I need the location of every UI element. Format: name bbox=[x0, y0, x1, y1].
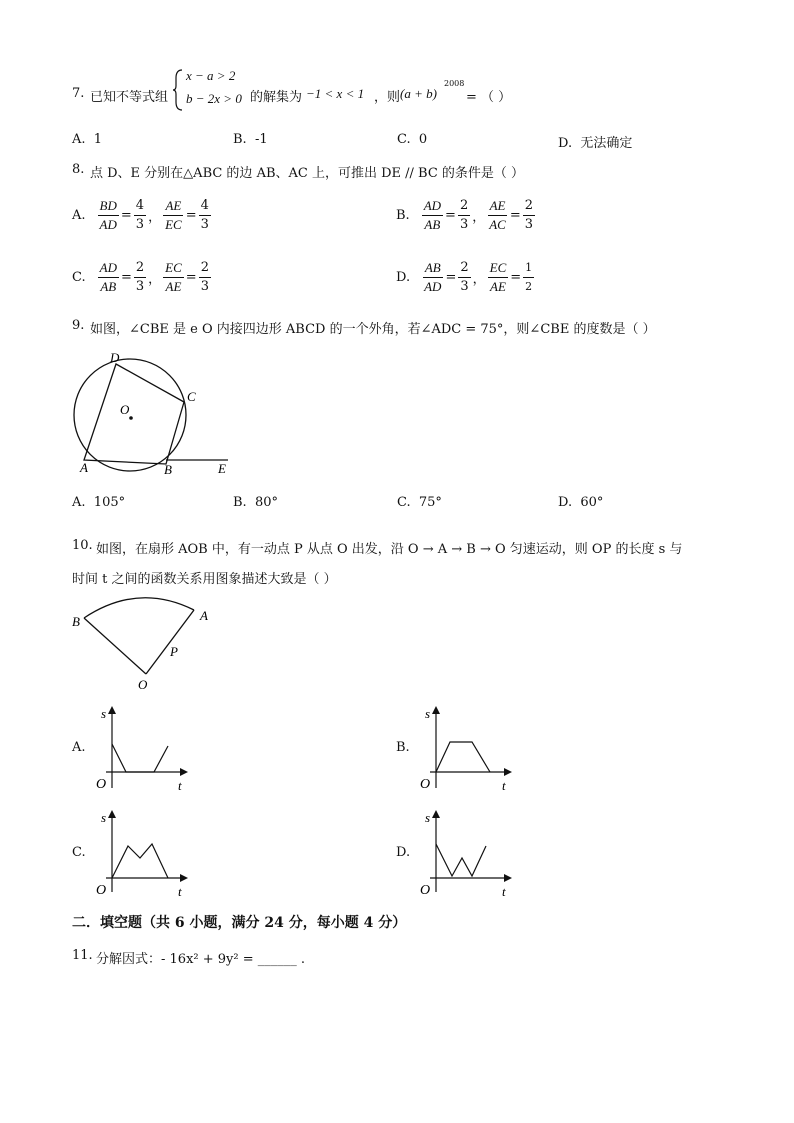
q9-label-b: B bbox=[164, 462, 172, 477]
q10-radius-ob bbox=[84, 618, 146, 674]
q9-option-a[interactable]: A. 105° bbox=[72, 495, 126, 510]
svg-text:s: s bbox=[425, 706, 431, 721]
q9-stem: 如图，∠CBE 是 e O 内接四边形 ABCD 的一个外角，若∠ADC = 75°，则∠CBE 的度数是（ ） bbox=[90, 322, 656, 337]
svg-text:s: s bbox=[101, 706, 107, 721]
q10-option-a-label[interactable]: A. bbox=[72, 740, 86, 755]
q10-sector-figure bbox=[66, 592, 226, 692]
q10-stem-line2: 时间 t 之间的函数关系用图象描述大致是（ ） bbox=[72, 572, 337, 587]
q8-option-b[interactable]: B. $\frac{AD}{AB}$ = $\frac{2}{3}$ ， $\frac{AE}{AC}$ = $\frac{2}{3}$ bbox=[396, 198, 534, 232]
q7-number: 7. bbox=[72, 86, 85, 101]
q7-system-line2: b − 2x > 0 bbox=[186, 91, 242, 106]
q9-label-e: E bbox=[218, 461, 226, 476]
svg-text:t: t bbox=[178, 778, 182, 793]
q10-option-b-label[interactable]: B. bbox=[396, 740, 410, 755]
q7-exponent: 2008 bbox=[444, 79, 465, 88]
q7-option-d[interactable]: D. 无法确定 bbox=[558, 136, 633, 151]
q10-option-c-label[interactable]: C. bbox=[72, 845, 86, 860]
q10-label-a: A bbox=[200, 608, 208, 623]
q7-option-a[interactable]: A. 1 bbox=[72, 132, 103, 147]
svg-text:t: t bbox=[502, 778, 506, 793]
q10-option-b-graph[interactable] bbox=[416, 702, 526, 794]
q7-intro: 已知不等式组 bbox=[90, 90, 169, 105]
svg-text:O: O bbox=[96, 777, 107, 792]
q10-stem-line1: 如图，在扇形 AOB 中，有一动点 P 从点 O 出发，沿 O → A → B → O 匀速运动，则 OP 的长度 s 与 bbox=[96, 542, 683, 557]
svg-text:t: t bbox=[502, 884, 506, 898]
section-2-title: 二．填空题（共 6 小题，满分 24 分，每小题 4 分） bbox=[72, 915, 407, 931]
q9-option-b[interactable]: B. 80° bbox=[233, 495, 278, 510]
q8-number: 8. bbox=[72, 162, 85, 177]
svg-text:s: s bbox=[425, 810, 431, 825]
q7-brace bbox=[172, 68, 184, 112]
q8-option-d[interactable]: D. $\frac{AB}{AD}$ = $\frac{2}{3}$ ， $\frac{EC}{AE}$ = $\frac{1}{2}$ bbox=[396, 260, 533, 294]
q10-option-a-graph[interactable] bbox=[92, 702, 202, 794]
q8-option-a[interactable]: A. $\frac{BD}{AD}$ = $\frac{4}{3}$ ， $\frac{AE}{EC}$ = $\frac{4}{3}$ bbox=[72, 198, 209, 232]
q9-label-d: D bbox=[110, 350, 120, 365]
q7-mid: 的解集为 bbox=[250, 90, 303, 105]
q10-option-c-graph[interactable] bbox=[92, 806, 202, 898]
q7-tail: = （ ） bbox=[466, 90, 512, 105]
svg-text:t: t bbox=[178, 884, 182, 898]
q10-option-d-graph[interactable] bbox=[416, 806, 526, 898]
q10-label-p: P bbox=[170, 644, 178, 659]
q7-then: ，则 bbox=[374, 90, 401, 105]
q9-figure bbox=[70, 344, 240, 484]
q7-expr: (a + b) bbox=[400, 86, 437, 101]
q10-label-b: B bbox=[72, 614, 80, 629]
q8-option-c[interactable]: C. $\frac{AD}{AB}$ = $\frac{2}{3}$ ， $\frac{EC}{AE}$ = $\frac{2}{3}$ bbox=[72, 260, 209, 294]
svg-text:O: O bbox=[96, 883, 107, 898]
q9-center-dot bbox=[129, 416, 133, 420]
q10-option-d-label[interactable]: D. bbox=[396, 845, 411, 860]
q11-number: 11. bbox=[72, 948, 93, 963]
q10-number: 10. bbox=[72, 538, 93, 553]
q9-option-c[interactable]: C. 75° bbox=[397, 495, 442, 510]
q10-radius-oa bbox=[146, 610, 194, 674]
q9-label-a: A bbox=[80, 460, 88, 475]
q8-stem: 点 D、E 分别在△ABC 的边 AB、AC 上，可推出 DE // BC 的条件是（ ） bbox=[90, 166, 525, 181]
q7-option-c[interactable]: C. 0 bbox=[397, 132, 428, 147]
q10-arc bbox=[84, 598, 194, 618]
q7-system-line1: x − a > 2 bbox=[186, 68, 236, 83]
q9-label-c: C bbox=[187, 389, 196, 404]
q9-quadrilateral bbox=[84, 364, 184, 464]
q9-number: 9. bbox=[72, 318, 85, 333]
q9-option-d[interactable]: D. 60° bbox=[558, 495, 604, 510]
q11-text: 分解因式：- 16x² + 9y² = ______ . bbox=[96, 952, 306, 967]
svg-text:O: O bbox=[420, 883, 431, 898]
q10-label-o: O bbox=[138, 677, 148, 692]
q7-option-b[interactable]: B. -1 bbox=[233, 132, 268, 147]
svg-text:s: s bbox=[101, 810, 107, 825]
svg-text:O: O bbox=[420, 777, 431, 792]
q9-label-o: O bbox=[120, 402, 130, 417]
q7-range: −1 < x < 1 bbox=[306, 86, 365, 101]
